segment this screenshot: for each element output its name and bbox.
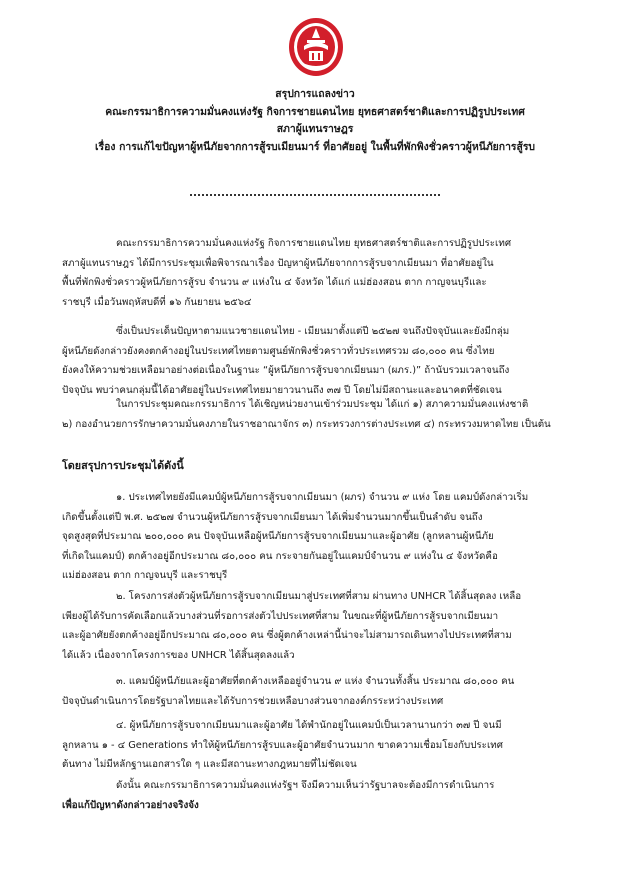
summary-heading: โดยสรุปการประชุมได้ดังนี้ [62, 459, 184, 472]
header-committee: คณะกรรมาธิการความมั่นคงแห่งรัฐ กิจการชายแดนไทย ยุทธศาสตร์ชาติและการปฏิรูปประเทศ [105, 105, 525, 118]
paragraph-line: ๑. ประเทศไทยยังมีแคมป์ผู้หนีภัยการสู้รบจากเมียนมา (ผภร) จำนวน ๙ แห่ง โดย แคมป์ดังกล่าวเริ่ม [116, 492, 529, 503]
summary-point-4 [62, 716, 582, 775]
header-house: สภาผู้แทนราษฎร [276, 123, 354, 135]
closing-paragraph [62, 776, 582, 815]
intro-paragraph [62, 234, 582, 312]
paragraph-line: และผู้อาศัยยังตกค้างอยู่อีกประมาณ ๘๐,๐๐๐ คน ซึ่งผู้ตกค้างเหล่านี้น่าจะไม่สามารถเดินทางไปประเทศที่สาม [62, 630, 512, 641]
paragraph-line: ปัจจุบันดำเนินการโดยรัฐบาลไทยและได้รับการช่วยเหลือบางส่วนจากองค์กรระหว่างประเทศ [62, 695, 444, 707]
document-header [40, 86, 590, 156]
summary-point-2 [62, 587, 582, 665]
paragraph-line: ยังคงให้ความช่วยเหลือมาอย่างต่อเนื่องในฐานะ “ผู้หนีภัยการสู้รบจากเมียนมา (ผภร.)” ถ้านับรวมเวลาจนถึง [62, 365, 510, 376]
paragraph-line: เกิดขึ้นตั้งแต่ปี พ.ศ. ๒๕๒๗ จำนวนผู้หนีภัยการสู้รบจากเมียนมา ได้เพิ่มจำนวนมากขึ้นเป็นลำดับ จนถึง [62, 511, 483, 523]
paragraph-line: ในการประชุมคณะกรรมาธิการ ได้เชิญหน่วยงานเข้าร่วมประชุม ได้แก่ ๑) สภาความมั่นคงแห่งชาติ [116, 399, 529, 410]
paragraph-line: ที่เกิดในแคมป์) ตกค้างอยู่อีกประมาณ ๘๐,๐๐๐ คน กระจายกันอยู่ในแคมป์จำนวน ๙ แห่งใน ๔ จังหวัดคือ [62, 550, 498, 562]
attendees-paragraph [62, 395, 582, 434]
header-title: สรุปการแถลงข่าว [275, 88, 355, 100]
background-paragraph [62, 322, 582, 400]
paragraph-line: ดังนั้น คณะกรรมาธิการความมั่นคงแห่งรัฐฯ จึงมีความเห็นว่ารัฐบาลจะต้องมีการดำเนินการ [116, 780, 495, 791]
paragraph-line: จุดสูงสุดที่ประมาณ ๒๐๐,๐๐๐ คน ปัจจุบันเหลือผู้หนีภัยการสู้รบจากเมียนมาและผู้อาศัย (ลูกหลานผู้หนีภัย [62, 531, 494, 542]
paragraph-line: ปัจจุบัน พบว่าคนกลุ่มนี้ได้อาศัยอยู่ในประเทศไทยมายาวนานถึง ๓๗ ปี โดยไม่มีสถานะและอนาคตที่ชัดเจน [62, 384, 502, 396]
paragraph-line: ได้แล้ว เนื่องจากโครงการของ UNHCR ได้สิ้นสุดลงแล้ว [62, 649, 295, 661]
header-subject: เรื่อง การแก้ไขปัญหาผู้หนีภัยจากการสู้รบเมียนมาร์ ที่อาศัยอยู่ ในพื้นที่พักพิงชั่วคราวผู้หนีภัยการสู้รบ [95, 140, 535, 153]
paragraph-line: ๓. แคมป์ผู้หนีภัยและผู้อาศัยที่ตกค้างเหลืออยู่จำนวน ๙ แห่ง จำนวนทั้งสิ้น ประมาณ ๘๐,๐๐๐ คน [116, 676, 515, 687]
closing-emphasis: เพื่อแก้ปัญหาดังกล่าวอย่างจริงจัง [62, 799, 199, 811]
paragraph-line: ผู้หนีภัยดังกล่าวยังคงตกค้างอยู่ในประเทศไทยตามศูนย์พักพิงชั่วคราวทั่วประเทศรวม ๘๐,๐๐๐ คน ซึ่งไทย [62, 345, 495, 357]
paragraph-line: ๔. ผู้หนีภัยการสู้รบจากเมียนมาและผู้อาศัย ได้พำนักอยู่ในแคมป์เป็นเวลานานกว่า ๓๗ ปี จนมี [116, 720, 502, 731]
paragraph-line: แม่ฮ่องสอน ตาก กาญจนบุรี และราชบุรี [62, 570, 228, 581]
paragraph-line: พื้นที่พักพิงชั่วคราวผู้หนีภัยการสู้รบ จำนวน ๙ แห่งใน ๔ จังหวัด ได้แก่ แม่ฮ่องสอน ตาก กาญจนบุรีและ [62, 277, 487, 288]
paragraph-line: เพียงผู้ได้รับการคัดเลือกแล้วบางส่วนที่รอการส่งตัวไปประเทศที่สาม ในขณะที่ผู้หนีภัยการสู้รบจากเมียนมา [62, 610, 499, 622]
paragraph-line: ๒) กองอำนวยการรักษาความมั่นคงภายในราชอาณาจักร ๓) กระทรวงการต่างประเทศ ๔) กระทรวงมหาดไทย เป็นต้น [62, 418, 551, 430]
paragraph-line: ราชบุรี เมื่อวันพฤหัสบดีที่ ๑๖ กันยายน ๒๕๖๔ [62, 296, 252, 308]
summary-point-1 [62, 488, 582, 586]
parliament-seal-icon [287, 16, 345, 78]
dotted-divider [190, 194, 440, 196]
paragraph-line: ลูกหลาน ๑ - ๔ Generations ทำให้ผู้หนีภัยการสู้รบและผู้อาศัยจำนวนมาก ขาดความเชื่อมโยงกับประเทศ [62, 739, 503, 751]
paragraph-line: คณะกรรมาธิการความมั่นคงแห่งรัฐ กิจการชายแดนไทย ยุทธศาสตร์ชาติและการปฏิรูปประเทศ [116, 238, 512, 249]
paragraph-line: ต้นทาง ไม่มีหลักฐานเอกสารใด ๆ และมีสถานะทางกฎหมายที่ไม่ชัดเจน [62, 759, 357, 770]
paragraph-line: ๒. โครงการส่งตัวผู้หนีภัยการสู้รบจากเมียนมาสู่ประเทศที่สาม ผ่านทาง UNHCR ได้สิ้นสุดลง เหลือ [116, 591, 522, 602]
paragraph-line: สภาผู้แทนราษฎร ได้มีการประชุมเพื่อพิจารณาเรื่อง ปัญหาผู้หนีภัยจากการสู้รบจากเมียนมา ที่อาศัยอยู่ใน [62, 257, 494, 269]
summary-point-3 [62, 672, 582, 711]
paragraph-line: ซึ่งเป็นประเด็นปัญหาตามแนวชายแดนไทย - เมียนมาตั้งแต่ปี ๒๕๒๗ จนถึงปัจจุบันและยังมีกลุ่ม [116, 326, 510, 337]
